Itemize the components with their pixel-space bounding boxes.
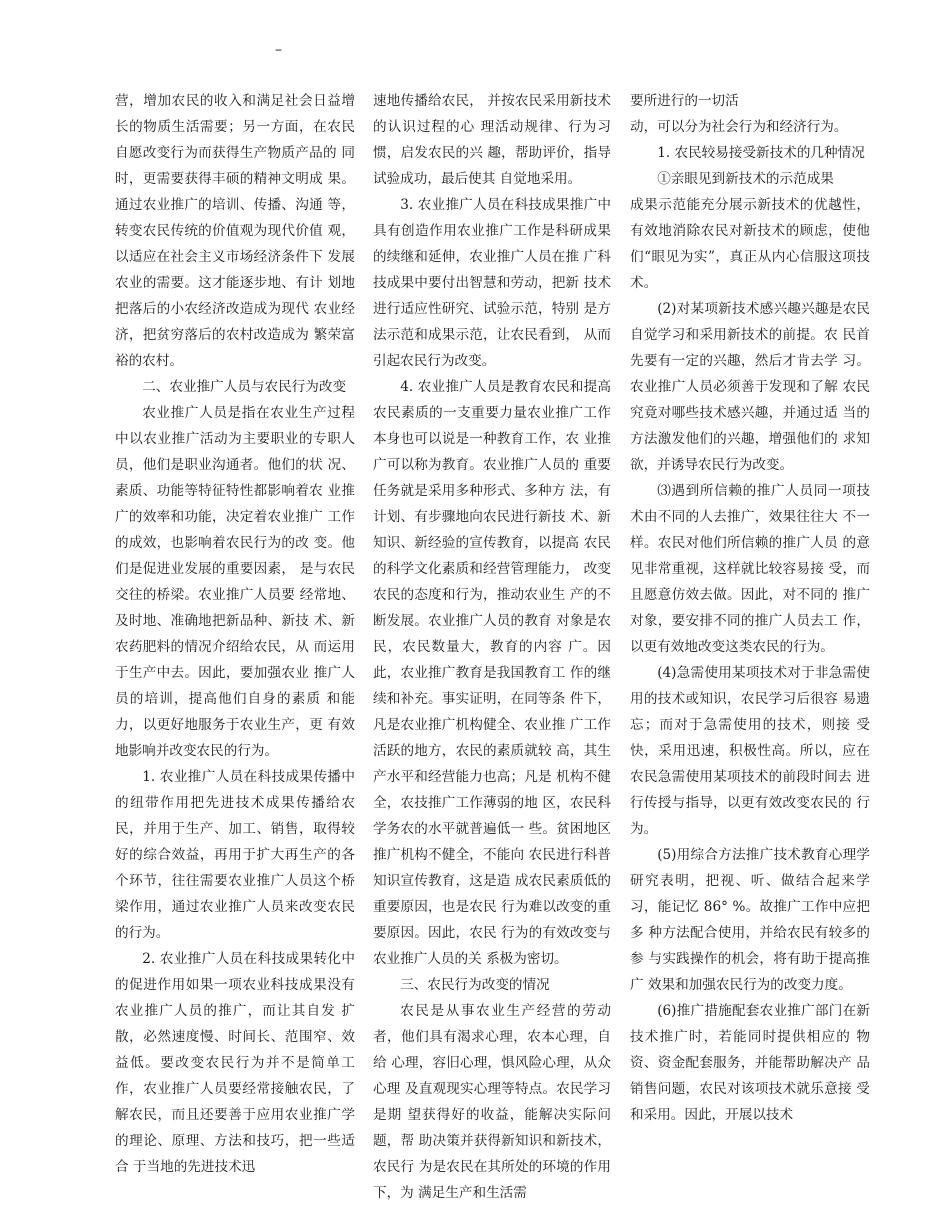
- text-column-right: [630, 88, 870, 1128]
- subsection-heading: 1. 农民较易接受新技术的几种情况: [657, 145, 865, 161]
- paragraph: 速地传播给农民， 并按农民采用新技术的认识过程的心 理活动规律、行为习惯，启发农民的兴 趣，帮助评价，指导试验成功，最后使其 自觉地采用。: [373, 93, 611, 187]
- paragraph: 成果示范能充分展示新技术的优越性， 有效地消除农民对新技术的顾虑，使他 们“眼见为实”，真正从内心信服这项技 术。: [630, 197, 870, 291]
- paragraph: ⑶遇到所信赖的推广人员同一项技术由不同的人去推广，效果往往大 不一样。农民对他们所信赖的推广人员 的意见非常重视，这样就比较容易接 受，而且愿意仿效去做。因此，对不同的 推广对象，要安排不同的推广人员去工 作，以更有效地改变这类农民的行为。: [630, 483, 870, 655]
- paragraph: 2. 农业推广人员在科技成果转化中 的促进作用如果一项农业科技成果没有农业推广人员的推广，而让其自发 扩散，必然速度慢、时间长、范围窄、效 益低。要改变农民行为并不是简单工 作，农业推广人员要经常接触农民，了 解农民，而且还要善于应用农业推广学 的理论、原理、方法和技巧，把一些适合 于当地的先进技术迅: [115, 951, 355, 1175]
- paragraph: (2)对某项新技术感兴趣兴趣是农民自觉学习和采用新技术的前提。农 民首先要有一定的兴趣，然后才肯去学 习。农业推广人员必须善于发现和了解 农民究竟对哪些技术感兴趣，并通过适 当的方法激发他们的兴趣，增强他们的 求知欲，并诱导农民行为改变。: [630, 301, 870, 473]
- text-column-middle: [373, 88, 611, 1206]
- section-heading: 三、农民行为改变的情况: [400, 977, 550, 993]
- paragraph: 动，可以分为社会行为和经济行为。: [630, 119, 848, 135]
- paragraph: 要所进行的一切活: [630, 93, 739, 109]
- text-column-left: [115, 88, 355, 1180]
- header-mark: –: [275, 42, 282, 58]
- paragraph: 营，增加农民的收入和满足社会日益增 长的物质生活需要；另一方面，在农民 自愿改变行为而获得生产物质产品的 同时，更需要获得丰硕的精神文明成 果。通过农业推广的培训、传播、沟通 等，转变农民传统的价值观为现代价值 观，以适应在社会主义市场经济条件下 发展农业的需要。这才能逐步地、有计 划地把落后的小农经济改造成为现代 农业经济，把贫穷落后的农村改造成为 繁荣富裕的农村。: [115, 93, 355, 369]
- paragraph: 农业推广人员是指在农业生产过程中以农业推广活动为主要职业的专职人员，他们是职业沟通者。他们的状 况、素质、功能等特征特性都影响着农 业推广的效率和功能，决定着农业推广 工作的成效，也影响着农民行为的改 变。他们是促进业发展的重要因素， 是与农民交往的桥梁。农业推广人员要 经常地、及时地、准确地把新品种、新技 术、新农药肥料的情况介绍给农民，从 而运用于生产中去。因此，要加强农业 推广人员的培训，提高他们自身的素质 和能力，以更好地服务于农业生产，更 有效地影响并改变农民的行为。: [115, 405, 355, 759]
- paragraph: 1. 农业推广人员在科技成果传播中 的纽带作用把先进技术成果传播给农民，并用于生产、加工、销售，取得较 好的综合效益，再用于扩大再生产的各 个环节，往往需要农业推广人员这个桥 梁作用，通过农业推广人员来改变农民 的行为。: [115, 769, 355, 941]
- paragraph: 农民是从事农业生产经营的劳动者，他们具有渴求心理，农本心理，自给 心理，容旧心理，惧风险心理，从众心理 及直观现实心理等特点。农民学习是期 望获得好的收益，能解决实际问题，帮 助决策并获得新知识和新技术，农民行 为是农民在其所处的环境的作用下，为 满足生产和生活需: [373, 1003, 611, 1201]
- paragraph: (5)用综合方法推广技术教育心理学研究表明，把视、听、做结合起来学习，能记忆 86° %。故推广工作中应把多 种方法配合使用，并给农民有较多的参 与实践操作的机会，将有助于提高推广 效果和加强农民行为的改变力度。: [630, 847, 870, 993]
- paragraph: (6)推广措施配套农业推广部门在新技术推广时，若能同时提供相应的 物资、资金配套服务，并能帮助解决产 品销售问题，农民对该项技术就乐意接 受和采用。因此，开展以技术: [630, 1003, 870, 1123]
- paragraph: 4. 农业推广人员是教育农民和提高 农民素质的一支重要力量农业推广工作本身也可以说是一种教育工作，农 业推广可以称为教育。农业推广人员的 重要任务就是采用多种形式、多种方 法，有计划、有步骤地向农民进行新技 术、新知识、新经验的宣传教育，以提高 农民的科学文化素质和经营管理能力， 改变农民的态度和行为，推动农业生 产的不断发展。农业推广人员的教育 对象是农民，农民数量大，教育的内容 广。因此，农业推广教育是我国教育工 作的继续和补充。事实证明，在同等条 件下，凡是农业推广机构健全、农业推 广工作活跃的地方，农民的素质就较 高，其生产水平和经营能力也高；凡是 机构不健全，农技推广工作薄弱的地 区，农民科学务农的水平就普遍低一 些。贫困地区推广机构不健全，不能向 农民进行科普知识宣传教育，这是造 成农民素质低的重要原因，也是农民 行为难以改变的重要原因。因此，农民 行为的有效改变与农业推广人员的关 系极为密切。: [373, 379, 611, 967]
- section-heading: 二、农业推广人员与农民行为改变: [142, 379, 347, 395]
- paragraph: (4)急需使用某项技术对于非急需使用的技术或知识，农民学习后很容 易遗忘；而对于急需使用的技术，则接 受快，采用迅速，积极性高。所以，应在 农民急需使用某项技术的前段时间去 进行传授与指导，以更有效改变农民的 行为。: [630, 665, 870, 837]
- paragraph: 3. 农业推广人员在科技成果推广中 具有创造作用农业推广工作是科研成果的续继和延伸，农业推广人员在推 广科技成果中要付出智慧和劳动，把新 技术进行适应性研究、试验示范，特别 是方法示范和成果示范，让农民看到， 从而引起农民行为改变。: [373, 197, 611, 369]
- subsection-heading: ①亲眼见到新技术的示范成果: [657, 171, 834, 187]
